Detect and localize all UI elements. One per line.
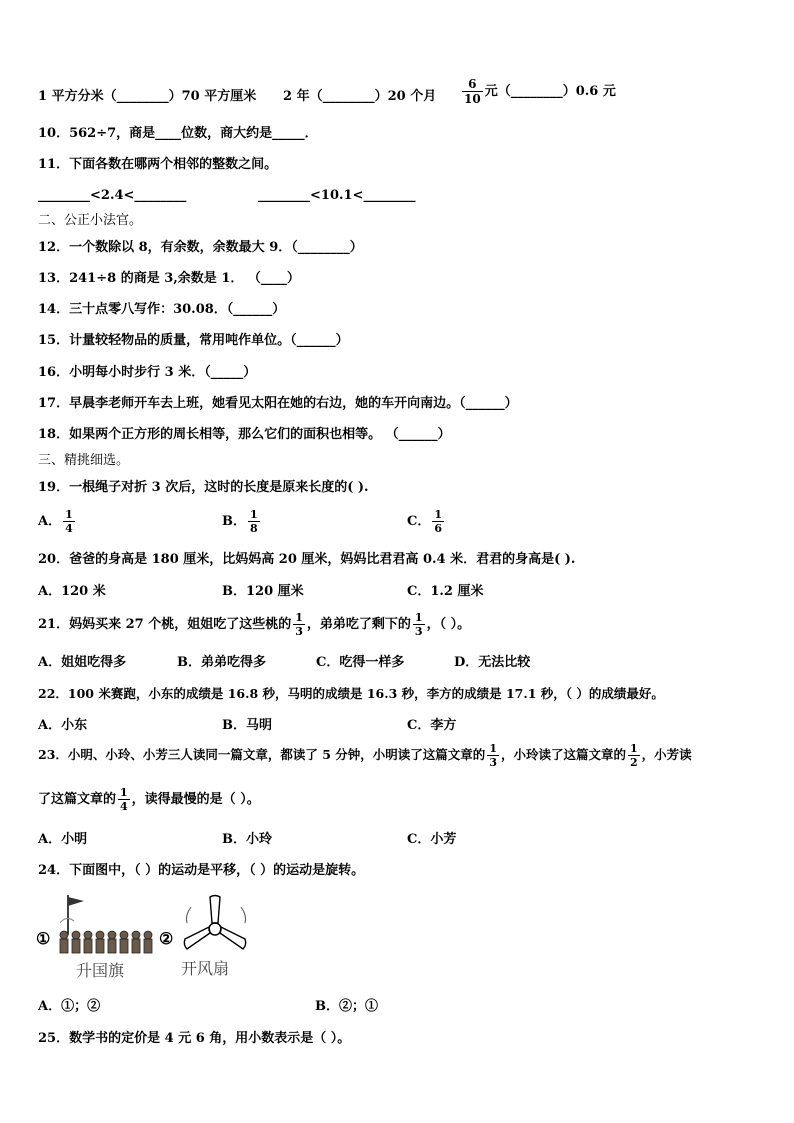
q24-option-b[interactable]: B．②；① — [315, 999, 378, 1014]
question-10: 10．562÷7，商是____位数，商大约是_____． — [38, 126, 318, 141]
fraction-1-3: $\frac{1}{3}$ — [295, 611, 303, 638]
figure-1-marker: ① — [36, 929, 51, 948]
question-20: 20．爸爸的身高是 180 厘米，比妈妈高 20 厘米，妈妈比君君高 0.4 米．君君的身高是( ). — [38, 552, 576, 567]
q23-option-c[interactable]: C．小芳 — [407, 832, 457, 847]
figure-1-label: 升国旗 — [76, 961, 125, 980]
q19-option-c[interactable]: C． $\frac{1}{6}$ — [407, 508, 443, 535]
question-14: 14．三十点零八写作：30.08．（______） — [38, 302, 286, 317]
unit-compare-1: 1 平方分米（________）70 平方厘米 — [38, 89, 257, 104]
q21-option-b[interactable]: B．弟弟吃得多 — [177, 655, 266, 670]
question-13: 13．241÷8 的商是 3,余数是 1． （____） — [38, 271, 300, 286]
question-16: 16．小明每小时步行 3 米．（_____） — [38, 365, 257, 380]
fan-icon — [177, 893, 257, 961]
question-12: 12．一个数除以 8，有余数，余数最大 9．（________） — [38, 240, 363, 255]
q20-option-c[interactable]: C．1.2 厘米 — [407, 584, 484, 599]
fraction-1-2: $\frac{1}{2}$ — [629, 742, 638, 769]
fraction-6-10: $\frac{6}{10}$ — [464, 77, 481, 106]
question-19: 19．一根绳子对折 3 次后，这时的长度是原来长度的( ). — [38, 480, 369, 495]
q22-option-c[interactable]: C．李方 — [407, 718, 457, 733]
question-17: 17．早晨李老师开车去上班，她看见太阳在她的右边，她的车开向南边。（______） — [38, 396, 518, 411]
q23-option-a[interactable]: A．小明 — [38, 832, 88, 847]
q22-option-a[interactable]: A．小东 — [38, 718, 88, 733]
fraction-1-4: $\frac{1}{4}$ — [120, 786, 128, 813]
fan-figure — [157, 893, 257, 985]
question-21: 21．妈妈买来 27 个桃，姐姐吃了这些桃的 $\frac{1}{3}$ ，弟弟吃了剩下的 $\frac{1}{3}$ ，（ ）。 — [38, 611, 471, 638]
question-23-cont: 了这篇文章的 $\frac{1}{4}$ ，读得最慢的是（ ）。 — [38, 786, 260, 813]
q22-option-b[interactable]: B．马明 — [222, 718, 272, 733]
question-23: 23．小明、小玲、小芳三人读同一篇文章，都读了 5 分钟，小明读了这篇文章的 $\frac{1}{3}$ ，小玲读了这篇文章的 $\frac{1}{2}$ ，小芳读 — [38, 742, 692, 769]
flag-raising-figure — [36, 893, 161, 985]
question-22: 22．100 米赛跑，小东的成绩是 16.8 秒，马明的成绩是 16.3 秒，李方的成绩是 17.1 秒，（ ）的成绩最好。 — [38, 686, 664, 701]
q20-option-b[interactable]: B．120 厘米 — [222, 584, 304, 599]
question-18: 18．如果两个正方形的周长相等，那么它们的面积也相等。 （______） — [38, 427, 451, 442]
unit-compare-2: 2 年（________）20 个月 — [283, 89, 437, 104]
section-2-title: 二、公正小法官。 — [38, 213, 143, 228]
q21-option-a[interactable]: A．姐姐吃得多 — [38, 655, 127, 670]
q19-option-b[interactable]: B． $\frac{1}{8}$ — [222, 508, 258, 535]
q19-option-a[interactable]: A． $\frac{1}{4}$ — [38, 508, 73, 535]
flag-raising-icon — [36, 893, 161, 965]
question-11-blank-a: ________<2.4<________ — [38, 188, 187, 203]
q20-option-a[interactable]: A．120 米 — [38, 584, 106, 599]
q24-option-a[interactable]: A．①；② — [38, 999, 101, 1014]
question-11-blank-b: ________<10.1<________ — [258, 188, 416, 203]
question-15: 15．计量较轻物品的质量，常用吨作单位。（______） — [38, 333, 349, 348]
section-3-title: 三、精挑细选。 — [38, 453, 130, 468]
unit-compare-3: $\frac{6}{10}$ 元（________）0.6 元 — [464, 77, 616, 106]
q21-option-c[interactable]: C．吃得一样多 — [316, 655, 405, 670]
fraction-1-3: $\frac{1}{3}$ — [489, 742, 497, 769]
q23-option-b[interactable]: B．小玲 — [222, 832, 272, 847]
q21-option-d[interactable]: D．无法比较 — [454, 655, 531, 670]
question-24: 24．下面图中，（ ）的运动是平移，（ ）的运动是旋转。 — [38, 863, 365, 878]
question-11: 11．下面各数在哪两个相邻的整数之间。 — [38, 157, 278, 172]
question-25: 25．数学书的定价是 4 元 6 角，用小数表示是（ ）。 — [38, 1031, 351, 1046]
figure-2-label: 开风扇 — [181, 959, 230, 978]
fraction-1-3: $\frac{1}{3}$ — [414, 611, 423, 638]
figure-2-marker: ② — [159, 929, 174, 948]
